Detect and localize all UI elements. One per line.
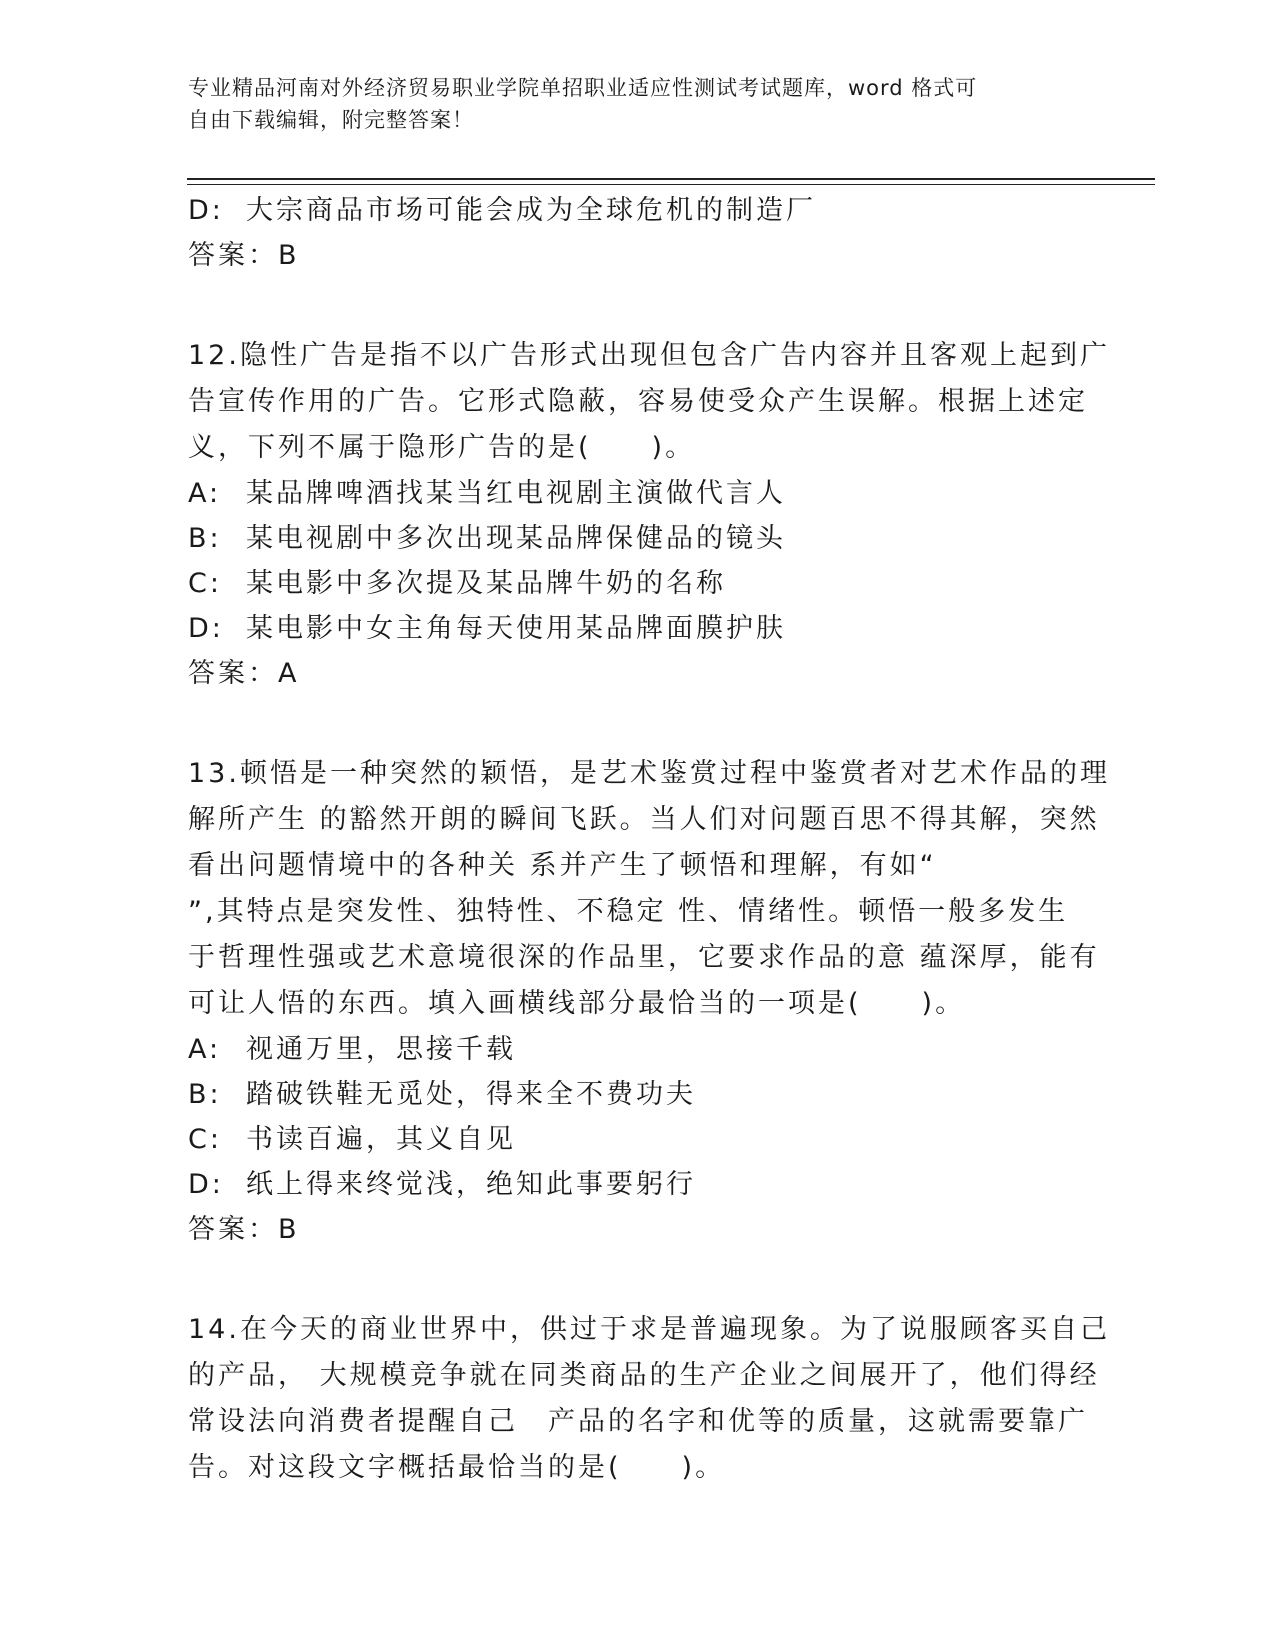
spacer <box>188 1252 1088 1307</box>
answer-line: 答案：B <box>188 240 300 271</box>
previous-question-tail <box>188 188 1088 278</box>
option-row <box>188 1027 1088 1072</box>
option-row <box>188 606 1088 651</box>
answer-line: 答案：A <box>188 658 300 689</box>
option-row <box>188 1117 1088 1162</box>
option-row <box>188 1162 1088 1207</box>
question-text-line: 常设法向消费者提醒自己 产品的名字和优等的质量，这就需要靠广 <box>188 1406 1088 1437</box>
answer-line: 答案：B <box>188 1214 300 1245</box>
question-12 <box>188 333 1110 696</box>
option-row <box>188 188 1088 233</box>
document-body <box>188 188 1110 1491</box>
option-row <box>188 516 1088 561</box>
spacer <box>188 696 1088 751</box>
option-text: 某电影中女主角每天使用某品牌面膜护肤 <box>246 613 786 644</box>
option-label: D: <box>188 1169 224 1200</box>
option-text: 视通万里，思接千载 <box>246 1034 516 1065</box>
question-text-line: 告宣传作用的广告。它形式隐蔽，容易使受众产生误解。根据上述定 <box>188 386 1088 417</box>
option-label: C: <box>188 568 222 599</box>
option-text: 大宗商品市场可能会成为全球危机的制造厂 <box>246 195 816 226</box>
header-line-1: 专业精品河南对外经济贸易职业学院单招职业适应性测试考试题库，word 格式可 <box>188 76 978 100</box>
question-text-line: 告。对这段文字概括最恰当的是( )。 <box>188 1452 726 1483</box>
question-text-line: 13.顿悟是一种突然的颖悟，是艺术鉴赏过程中鉴赏者对艺术作品的理 <box>188 758 1110 789</box>
option-text: 纸上得来终觉浅，绝知此事要躬行 <box>246 1169 696 1200</box>
header-line-2: 自由下载编辑，附完整答案！ <box>188 108 474 132</box>
option-label: B: <box>188 523 222 554</box>
option-label: A: <box>188 478 222 509</box>
question-13 <box>188 751 1110 1252</box>
question-text-line: 义，下列不属于隐形广告的是( )。 <box>188 432 696 463</box>
option-text: 书读百遍，其义自见 <box>246 1124 516 1155</box>
option-text: 某电视剧中多次出现某品牌保健品的镜头 <box>246 523 786 554</box>
question-text-line: 可让人悟的东西。填入画横线部分最恰当的一项是( )。 <box>188 988 966 1019</box>
option-label: D: <box>188 613 224 644</box>
option-label: D: <box>188 195 224 226</box>
option-text: 踏破铁鞋无觅处，得来全不费功夫 <box>246 1079 696 1110</box>
header-divider-thin <box>187 184 1155 185</box>
option-row <box>188 561 1088 606</box>
question-14 <box>188 1307 1110 1491</box>
option-text: 某电影中多次提及某品牌牛奶的名称 <box>246 568 726 599</box>
option-row <box>188 471 1088 516</box>
option-label: C: <box>188 1124 222 1155</box>
question-text-line: 14.在今天的商业世界中，供过于求是普遍现象。为了说服顾客买自己 <box>188 1314 1110 1345</box>
option-label: B: <box>188 1079 222 1110</box>
question-text-line: ”,其特点是突发性、独特性、不稳定 性、情绪性。顿悟一般多发生 <box>188 896 1069 927</box>
option-label: A: <box>188 1034 222 1065</box>
option-text: 某品牌啤酒找某当红电视剧主演做代言人 <box>246 478 786 509</box>
spacer <box>188 278 1088 333</box>
question-text-line: 于哲理性强或艺术意境很深的作品里，它要求作品的意 蕴深厚，能有 <box>188 942 1100 973</box>
page-header <box>188 72 1068 136</box>
question-text-line: 看出问题情境中的各种关 系并产生了顿悟和理解，有如“ <box>188 850 937 881</box>
question-text-line: 的产品， 大规模竞争就在同类商品的生产企业之间展开了，他们得经 <box>188 1360 1100 1391</box>
question-text-line: 12.隐性广告是指不以广告形式出现但包含广告内容并且客观上起到广 <box>188 340 1110 371</box>
header-divider-thick <box>187 178 1155 180</box>
question-text-line: 解所产生 的豁然开朗的瞬间飞跃。当人们对问题百思不得其解，突然 <box>188 804 1100 835</box>
option-row <box>188 1072 1088 1117</box>
